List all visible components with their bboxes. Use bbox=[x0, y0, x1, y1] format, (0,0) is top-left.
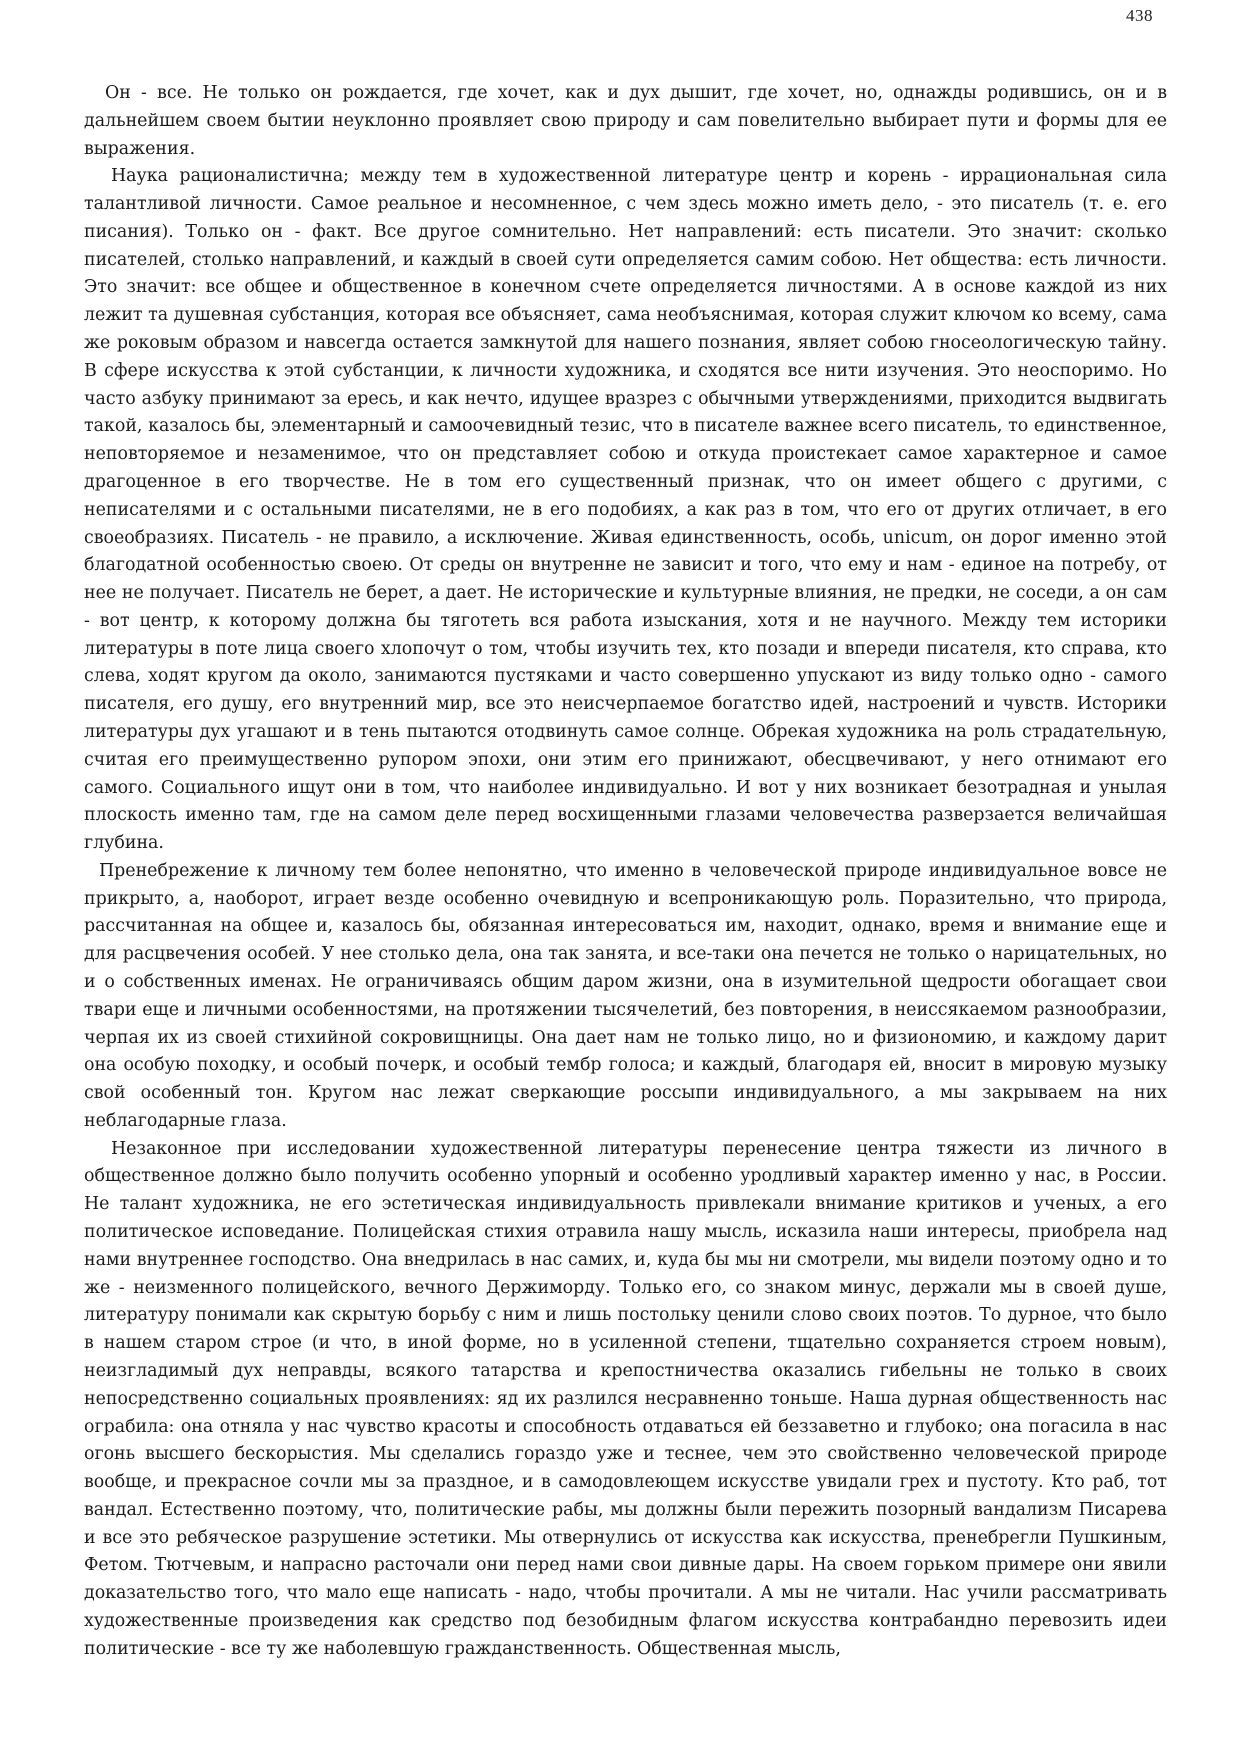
page-body bbox=[84, 80, 1167, 1664]
paragraph: Незаконное при исследовании художественной литературы перенесение центра тяжести из личного в общественное должно было получить особенно упорный и особенно уродливый характер именно у нас, в России. Не талант художника, не его эстетическая индивидуальность привлекали внимание критиков и ученых, а его политическое исповедание. Полицейская стихия отравила нашу мысль, исказила наши интересы, приобрела над нами внутреннее господство. Она внедрилась в нас самих, и, куда бы мы ни смотрели, мы видели поэтому одно и то же - неизменного полицейского, вечного Держиморду. Только его, со знаком минус, держали мы в своей душе, литературу понимали как скрытую борьбу с ним и лишь постольку ценили слово своих поэтов. То дурное, что было в нашем старом строе (и что, в иной форме, но в усиленной степени, тщательно сохраняется строем новым), неизгладимый дух неправды, всякого татарства и крепостничества оказались гибельны не только в своих непосредственно социальных проявлениях: яд их разлился несравненно тоньше. Наша дурная общественность нас ограбила: она отняла у нас чувство красоты и способность отдаваться ей беззаветно и глубоко; она погасила в нас огонь высшего бескорыстия. Мы сделались гораздо уже и теснее, чем это свойственно человеческой природе вообще, и прекрасное сочли мы за праздное, и в самодовлеющем искусстве увидали грех и пустоту. Кто раб, тот вандал. Естественно поэтому, что, политические рабы, мы должны были пережить позорный вандализм Писарева и все это ребяческое разрушение эстетики. Мы отвернулись от искусства как искусства, пренебрегли Пушкиным, Фетом. Тютчевым, и напрасно расточали они перед нами свои дивные дары. На своем горьком примере они явили доказательство того, что мало еще написать - надо, чтобы прочитали. А мы не читали. Нас учили рассматривать художественные произведения как средство под безобидным флагом искусства контрабандно перевозить идеи политические - все ту же наболевшую гражданственность. Общественная мысль, bbox=[84, 1138, 1167, 1659]
paragraph: Наука рационалистична; между тем в художественной литературе центр и корень - иррациональная сила талантливой личности. Самое реальное и несомненное, с чем здесь можно иметь дело, - это писатель (т. е. его писания). Только он - факт. Все другое сомнительно. Нет направлений: есть писатели. Это значит: сколько писателей, столько направлений, и каждый в своей сути определяется самим собою. Нет общества: есть личности. Это значит: все общее и общественное в конечном счете определяется личностями. А в основе каждой из них лежит та душевная субстанция, которая все объясняет, сама необъяснимая, которая служит ключом ко всему, сама же роковым образом и навсегда остается замкнутой для нашего познания, являет собою гносеологическую тайну. В сфере искусства к этой субстанции, к личности художника, и сходятся все нити изучения. Это неоспоримо. Но часто азбуку принимают за ересь, и как нечто, идущее вразрез с обычными утверждениями, приходится выдвигать такой, казалось бы, элементарный и самоочевидный тезис, что в писателе важнее всего писатель, то единственное, неповторяемое и незаменимое, что он представляет собою и откуда проистекает самое характерное и самое драгоценное в его творчестве. Не в том его существенный признак, что он имеет общего с другими, с неписателями и с остальными писателями, не в его подобиях, а как раз в том, что его от других отличает, в его своеобразиях. Писатель - не правило, а исключение. Живая единственность, особь, unicum, он дорог именно этой благодатной особенностью своею. От среды он внутренне не зависит и того, что ему и нам - единое на потребу, от нее не получает. Писатель не берет, а дает. Не исторические и культурные влияния, не предки, не соседи, а он сам - вот центр, к которому должна бы тяготеть вся работа изыскания, хотя и не научного. Между тем историки литературы в поте лица своего хлопочут о том, чтобы изучить тех, кто позади и впереди писателя, кто справа, кто слева, ходят кругом да около, занимаются пустяками и часто совершенно упускают из виду только одно - самого писателя, его душу, его внутренний мир, все это неисчерпаемое богатство идей, настроений и чувств. Историки литературы дух угашают и в тень пытаются отодвинуть самое солнце. Обрекая художника на роль страдательную, считая его преимущественно рупором эпохи, они этим его принижают, обесцвечивают, у него отнимают его самого. Социального ищут они в том, что наиболее индивидуально. И вот у них возникает безотрадная и унылая плоскость именно там, где на самом деле перед восхищенными глазами человечества разверзается величайшая глубина. bbox=[84, 166, 1167, 854]
page-number: 438 bbox=[1126, 6, 1153, 25]
paragraph: Он - все. Не только он рождается, где хочет, как и дух дышит, где хочет, но, однажды родившись, он и в дальнейшем своем бытии неуклонно проявляет свою природу и сам повелительно выбирает пути и формы для ее выражения. bbox=[84, 83, 1167, 159]
paragraph: Пренебрежение к личному тем более непонятно, что именно в человеческой природе индивидуальное вовсе не прикрыто, а, наоборот, играет везде особенно очевидную и всепроникающую роль. Поразительно, что природа, рассчитанная на общее и, казалось бы, обязанная интересоваться им, находит, однако, время и внимание еще и для расцвечения особей. У нее столько дела, она так занята, и все-таки она печется не только о нарицательных, но и о собственных именах. Не ограничиваясь общим даром жизни, она в изумительной щедрости обогащает свои твари еще и личными особенностями, на протяжении тысячелетий, без повторения, в неиссякаемом разнообразии, черпая их из своей стихийной сокровищницы. Она дает нам не только лицо, но и физиономию, и каждому дарит она особую походку, и особый почерк, и особый тембр голоса; и каждый, благодаря ей, вносит в мировую музыку свой особенный тон. Кругом нас лежат сверкающие россыпи индивидуального, а мы закрываем на них неблагодарные глаза. bbox=[84, 860, 1167, 1131]
